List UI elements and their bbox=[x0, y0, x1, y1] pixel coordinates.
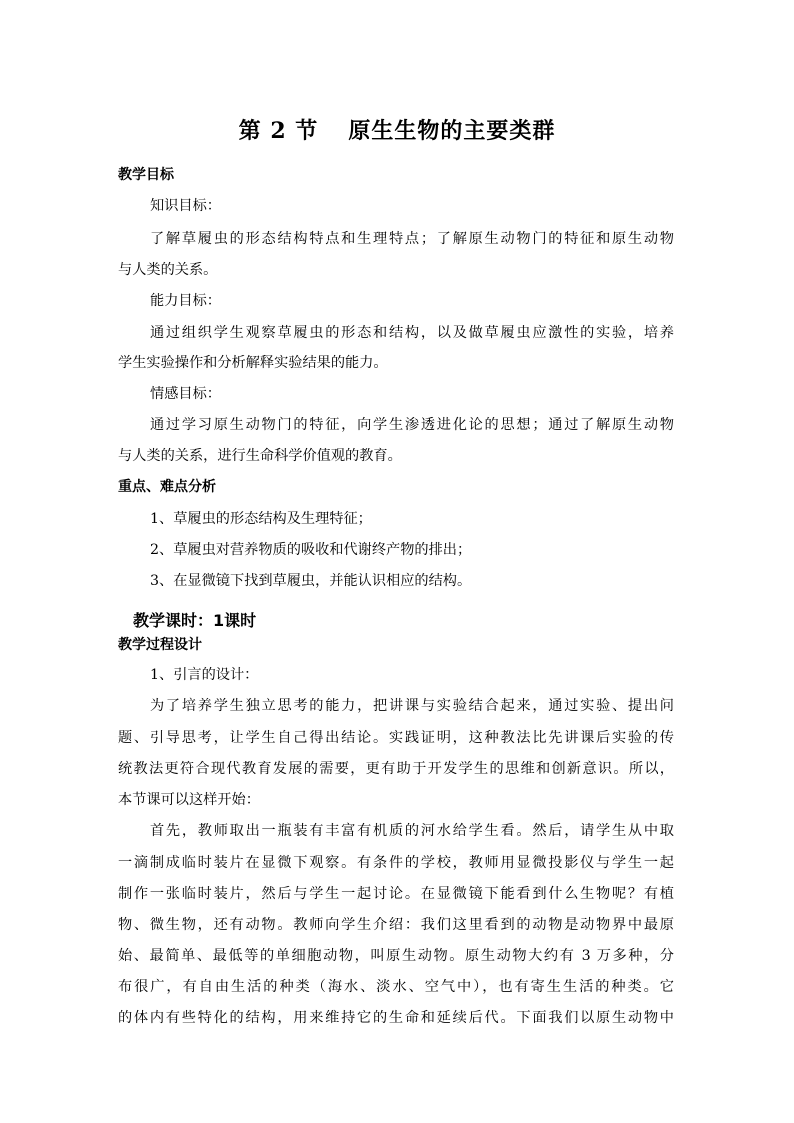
process-step-title: 1、引言的设计： bbox=[150, 667, 259, 683]
ability-goal-line: 通过组织学生观察草履虫的形态和结构，以及做草履虫应激性的实验，培养 bbox=[150, 325, 674, 341]
paragraph-line: 为了培养学生独立思考的能力，把讲课与实验结合起来，通过实验、提出问 bbox=[150, 698, 674, 714]
knowledge-goal-line: 了解草履虫的形态结构特点和生理特点；了解原生动物门的特征和原生动物 bbox=[150, 231, 674, 247]
paragraph-line: 布很广，有自由生活的种类（海水、淡水、空气中），也有寄生生活的种类。它 bbox=[118, 979, 674, 995]
paragraph-line: 物、微生物，还有动物。教师向学生介绍：我们这里看到的动物是动物界中最原 bbox=[118, 917, 674, 933]
process-heading: 教学过程设计 bbox=[118, 637, 202, 653]
paragraph-line: 始、最简单、最低等的单细胞动物，叫原生动物。原生动物大约有 3 万多种，分 bbox=[118, 948, 674, 964]
keypoint-item: 3、在显微镜下找到草履虫，并能认识相应的结构。 bbox=[150, 573, 472, 589]
section-name: 原生生物的主要类群 bbox=[348, 118, 556, 144]
ability-goal-line: 学生实验操作和分析解释实验结果的能力。 bbox=[118, 355, 388, 371]
knowledge-goal-label: 知识目标： bbox=[150, 198, 221, 214]
class-hours: 教学课时：1课时 bbox=[133, 611, 257, 630]
keypoints-heading: 重点、难点分析 bbox=[118, 479, 216, 495]
emotion-goal-line: 通过学习原生动物门的特征，向学生渗透进化论的思想；通过了解原生动物 bbox=[150, 417, 674, 433]
paragraph-line: 首先，教师取出一瓶装有丰富有机质的河水给学生看。然后，请学生从中取 bbox=[150, 823, 674, 839]
paragraph-line: 本节课可以这样开始： bbox=[118, 792, 260, 808]
emotion-goal-label: 情感目标： bbox=[150, 386, 221, 402]
page-title bbox=[0, 114, 794, 145]
keypoint-item: 2、草履虫对营养物质的吸收和代谢终产物的排出； bbox=[150, 542, 472, 558]
teaching-goals-heading: 教学目标 bbox=[118, 167, 174, 183]
paragraph-line: 题、引导思考，让学生自己得出结论。实践证明，这种教法比先讲课后实验的传 bbox=[118, 730, 674, 746]
ability-goal-label: 能力目标： bbox=[150, 293, 221, 309]
emotion-goal-line: 与人类的关系，进行生命科学价值观的教育。 bbox=[118, 448, 402, 464]
paragraph-line: 制作一张临时装片，然后与学生一起讨论。在显微镜下能看到什么生物呢？有植 bbox=[118, 886, 674, 902]
paragraph-line: 的体内有些特化的结构，用来维持它的生命和延续后代。下面我们以原生动物中 bbox=[118, 1010, 674, 1026]
section-number: 第 2 节 bbox=[238, 118, 319, 144]
knowledge-goal-line: 与人类的关系。 bbox=[118, 262, 218, 278]
keypoint-item: 1、草履虫的形态结构及生理特征； bbox=[150, 511, 372, 527]
paragraph-line: 统教法更符合现代教育发展的需要，更有助于开发学生的思维和创新意识。所以， bbox=[118, 761, 674, 777]
paragraph-line: 一滴制成临时装片在显微下观察。有条件的学校，教师用显微投影仪与学生一起 bbox=[118, 855, 674, 871]
